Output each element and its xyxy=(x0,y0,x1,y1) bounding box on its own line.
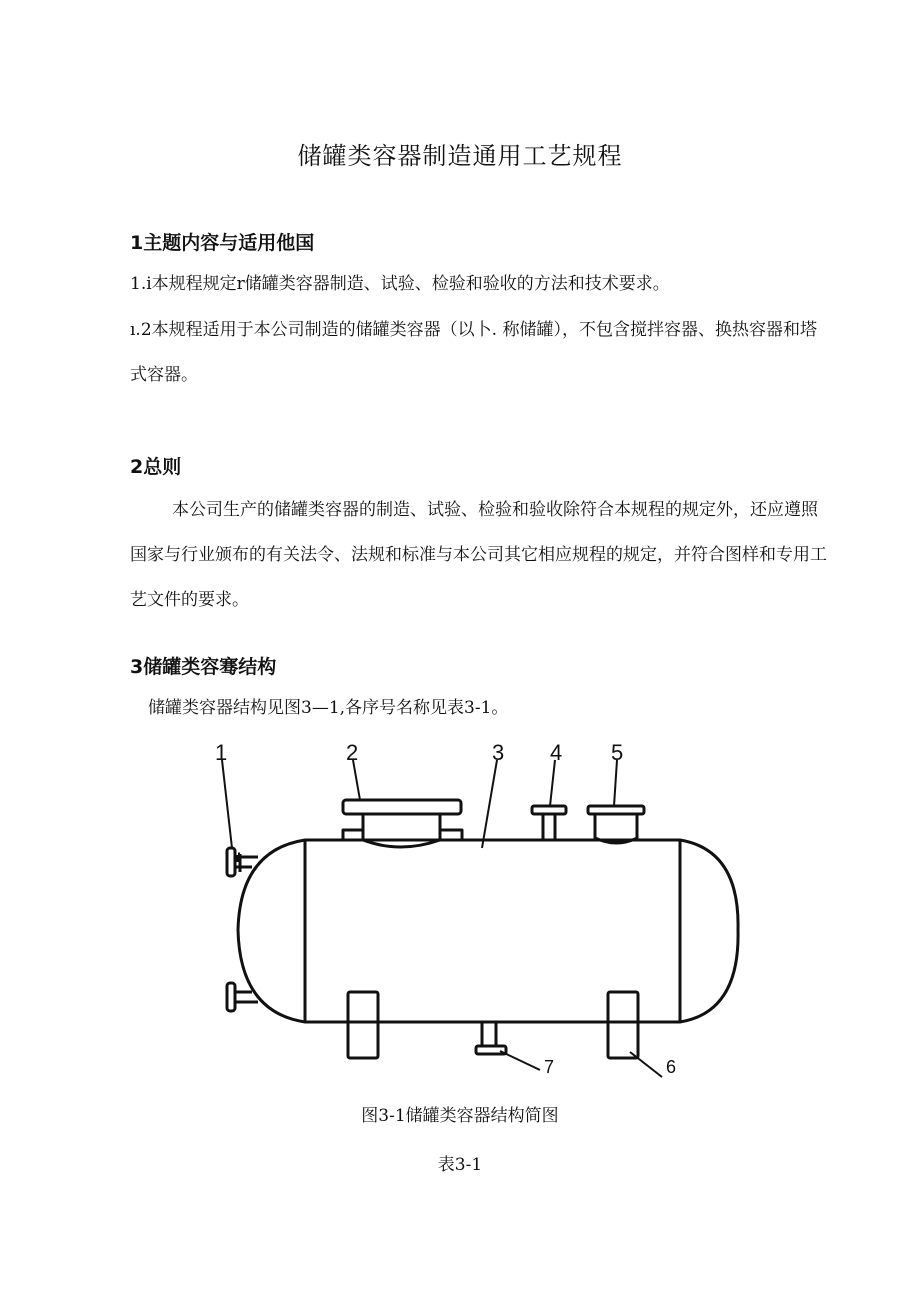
section-3-heading: 3储罐类容骞结构 xyxy=(130,656,277,678)
right-saddle xyxy=(608,992,638,1058)
tank-structure-diagram xyxy=(200,730,760,1080)
manhole-flange xyxy=(343,800,461,814)
label-4: 4 xyxy=(550,740,563,765)
section-2-paragraph: 本公司生产的储罐类容器的制造、试验、检验和验收除符合本规程的规定外，还应遵照国家与行业颁布的有关法令、法规和标准与本公司其它相应规程的规定，并符合图样和专用工艺文件的要求。 xyxy=(130,500,827,610)
section-1-paragraph-1: 1.i本规程规定r储罐类容器制造、试验、检验和验收的方法和技术要求。 xyxy=(130,274,670,294)
figure-caption: 图3-1储罐类容器结构简图 xyxy=(361,1106,559,1126)
section-1-heading: 1主题内容与适用他国 xyxy=(130,232,315,254)
label-6: 6 xyxy=(666,1057,677,1077)
section-3-paragraph: 储罐类容器结构见图3—1,各序号名称见表3-1。 xyxy=(148,698,509,718)
left-nozzle-lower xyxy=(227,983,235,1011)
label-2: 2 xyxy=(346,740,359,765)
document-title: 储罐类容器制造通用工艺规程 xyxy=(297,142,623,170)
label-7: 7 xyxy=(544,1057,555,1077)
label-1: 1 xyxy=(215,740,228,765)
table-caption: 表3-1 xyxy=(437,1155,483,1175)
tank-shell xyxy=(238,840,738,1022)
section-2-heading: 2总则 xyxy=(130,456,182,478)
label-3: 3 xyxy=(492,740,505,765)
label-5: 5 xyxy=(611,740,624,765)
section-1-paragraph-2: ı.2本规程适用于本公司制造的储罐类容器（以卜. 称储罐），不包含搅拌容器、换热容器和塔式容器。 xyxy=(130,320,817,385)
small-nozzle-flange xyxy=(532,806,566,814)
left-saddle xyxy=(348,992,378,1058)
nozzle-5-flange xyxy=(588,806,644,814)
